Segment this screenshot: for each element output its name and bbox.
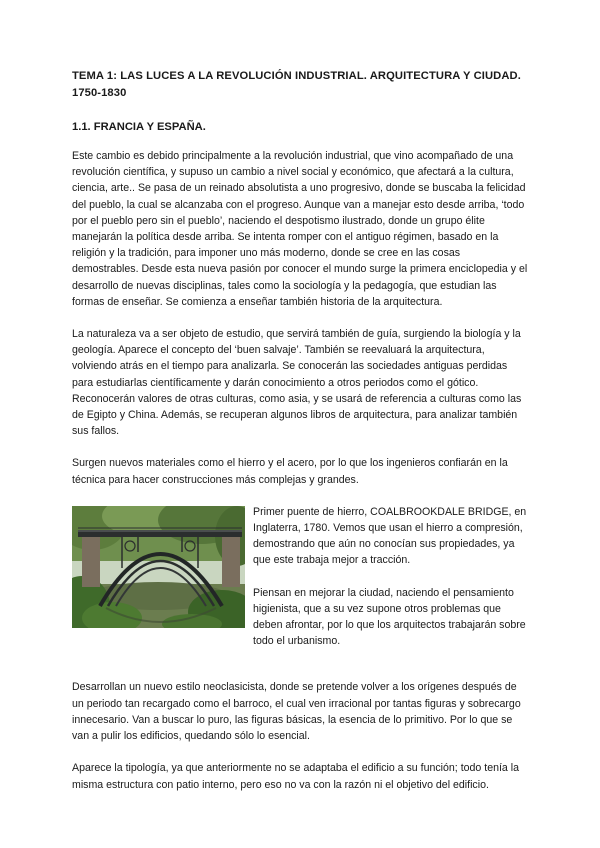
figure-note: Piensan en mejorar la ciudad, naciendo el pensamiento higienista, que a su vez supone otros problemas que deben afrontar, por lo que los arquitectos trabajarán sobre todo el urbanismo. (253, 586, 526, 648)
figure-captions (253, 504, 528, 666)
iron-bridge-photo (72, 506, 245, 628)
paragraph-2: La naturaleza va a ser objeto de estudio, que servirá también de guía, surgiendo la biología y la geología. Aparece el concepto del ‘buen salvaje’. También se reevaluará la arquitectura, volviendo atrás en el tiempo para analizarla. Se conocerán las sociedades antiguas perdidas para estudiarlas científicamente y darán conocimiento a otros periodos como el gótico. Reconocerán valores de otras culturas, como asia, y se usará de referencia a culturas como las de Egipto y China. Además, se recuperan algunos libros de arquitectura, para analizar también sus fallos. (72, 328, 522, 438)
section-heading: 1.1. FRANCIA Y ESPAÑA. (72, 121, 206, 133)
document-title: TEMA 1: LAS LUCES A LA REVOLUCIÓN INDUSTRIAL. ARQUITECTURA Y CIUDAD. 1750-1830 (72, 70, 521, 99)
paragraph-1: Este cambio es debido principalmente a la revolución industrial, que vino acompañado de una revolución científica, y supuso un cambio a nivel social y económico, que afectará a la cultura, ciencia, arte.. Se pasa de un reinado absolutista a uno progresivo, donde se buscaba la felicidad del pueblo, la cual se alcanzaba con el progreso. Aunque van a manejar esto desde arriba, ‘todo por el pueblo pero sin el pueblo’, naciendo el despotismo ilustrado, donde un grupo élite manejarán la política desde arriba. Se intenta romper con el antiguo régimen, basado en la religión y la tradición, para imponer uno más moderno, donde se cree en las cosas demostrables. Desde esta nueva pasión por conocer el mundo surge la primera enciclopedia y el desarrollo de nuevas disciplinas, tales como la sociología y la pedagogía, que estudian las formas de enseñar. Se comienza a enseñar también historia de la arquitectura. (72, 150, 528, 308)
figure-caption: Primer puente de hierro, COALBROOKDALE BRIDGE, en Inglaterra, 1780. Vemos que usan el hierro a compresión, demostrando que aún no conocían sus propiedades, ya que este trabaja mejor a tracción. (253, 505, 527, 567)
paragraph-5: Aparece la tipología, ya que anteriormente no se adaptaba el edificio a su función; todo tenía la misma estructura con patio interno, pero eso no va con la razón ni el objetivo del edificio. (72, 762, 520, 791)
figure-block (72, 504, 528, 666)
document-page (72, 68, 528, 809)
paragraph-3: Surgen nuevos materiales como el hierro y el acero, por lo que los ingenieros confiarán en la técnica para hacer construcciones más complejas y grandes. (72, 457, 508, 486)
paragraph-4: Desarrollan un nuevo estilo neoclasicista, donde se pretende volver a los orígenes después de un periodo tan recargado como el barroco, el cual ven irracional por tantas figuras y sobrecargo innecesario. Van a buscar lo puro, las figuras básicas, la esencia de lo primitivo. Por lo que se van a pulir los edificios, quedando sólo lo esencial. (72, 681, 521, 743)
